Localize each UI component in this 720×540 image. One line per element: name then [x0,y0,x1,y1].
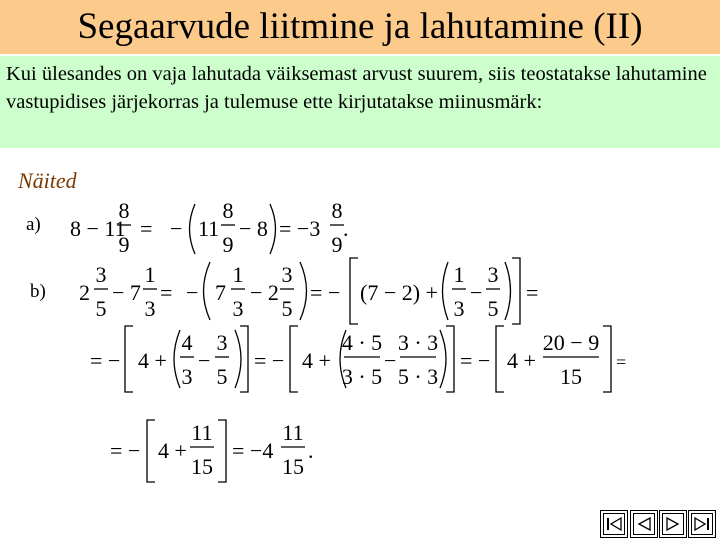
svg-text:= −: = − [90,348,121,373]
svg-text:− 8: − 8 [239,216,268,241]
svg-text:11: 11 [191,420,213,445]
examples-heading: Näited [18,168,77,193]
svg-text:15: 15 [191,454,213,479]
first-slide-button[interactable] [600,510,628,538]
svg-text:8: 8 [118,198,130,223]
svg-text:9: 9 [222,232,234,257]
svg-text:1: 1 [144,262,156,287]
svg-text:=: = [526,280,539,305]
svg-text:9: 9 [331,232,343,257]
svg-text:8: 8 [222,198,234,223]
svg-text:− 7: − 7 [112,280,141,305]
svg-text:−: − [170,216,183,241]
formula-a [70,198,349,257]
svg-text:5: 5 [487,296,499,321]
svg-text:5 · 3: 5 · 3 [397,364,439,389]
svg-text:= −: = − [460,348,491,373]
svg-text:4 +: 4 + [507,348,536,373]
svg-text:5: 5 [281,296,293,321]
intro-text: Kui ülesandes on vaja lahutada väiksemast arvust suurem, siis teostatakse lahutamine vastupidises järjekorras ja tulemuse ette kirjutatakse miinusmärk: [6,63,707,113]
svg-text:=: = [616,352,627,372]
svg-text:1: 1 [453,262,465,287]
last-slide-icon [692,514,712,534]
svg-text:20 − 9: 20 − 9 [542,330,600,355]
svg-text:3: 3 [232,296,244,321]
next-slide-button[interactable] [659,510,687,538]
svg-text:= −: = − [254,348,285,373]
svg-text:−: − [384,348,397,373]
svg-text:7: 7 [215,280,226,305]
svg-text:3: 3 [95,262,107,287]
svg-text:.: . [343,216,349,241]
formula-b-line-2 [90,326,626,392]
formula-b-line-1 [79,258,538,324]
svg-text:= −4: = −4 [232,438,274,463]
svg-text:−: − [198,348,211,373]
svg-text:3: 3 [487,262,499,287]
svg-text:5: 5 [95,296,107,321]
svg-text:3: 3 [216,330,228,355]
svg-text:3: 3 [281,262,293,287]
last-slide-button[interactable] [688,510,716,538]
example-a-label: a) [26,214,41,235]
svg-text:3: 3 [181,364,193,389]
svg-text:3: 3 [453,296,465,321]
slide-title: Segaarvude liitmine ja lahutamine (II) [77,6,643,47]
svg-text:=: = [140,216,153,241]
svg-text:15: 15 [282,454,304,479]
svg-text:4 +: 4 + [302,348,331,373]
first-slide-icon [604,514,624,534]
svg-text:.: . [308,438,314,463]
svg-text:3 · 3: 3 · 3 [397,330,439,355]
svg-text:1: 1 [232,262,244,287]
example-b-label: b) [30,281,46,302]
svg-text:=: = [160,280,173,305]
svg-text:4 · 5: 4 · 5 [341,330,383,355]
svg-text:8 − 11: 8 − 11 [70,216,126,241]
svg-text:3: 3 [144,296,156,321]
svg-text:= −3: = −3 [279,216,321,241]
formula-b-line-3 [110,420,314,482]
next-slide-icon [663,514,683,534]
svg-text:−: − [470,280,483,305]
svg-text:= −: = − [310,280,341,305]
svg-text:3 · 5: 3 · 5 [341,364,383,389]
svg-text:4 +: 4 + [158,438,187,463]
svg-text:8: 8 [331,198,343,223]
previous-slide-button[interactable] [630,510,658,538]
svg-text:5: 5 [216,364,228,389]
svg-text:4: 4 [181,330,193,355]
svg-text:4 +: 4 + [138,348,167,373]
svg-text:9: 9 [118,232,130,257]
svg-text:−: − [186,280,199,305]
svg-text:11: 11 [198,216,220,241]
svg-text:15: 15 [560,364,582,389]
svg-text:2: 2 [79,280,90,305]
svg-text:− 2: − 2 [250,280,279,305]
svg-text:(7 − 2) +: (7 − 2) + [360,280,438,305]
svg-text:= −: = − [110,438,141,463]
svg-text:11: 11 [282,420,304,445]
previous-slide-icon [634,514,654,534]
